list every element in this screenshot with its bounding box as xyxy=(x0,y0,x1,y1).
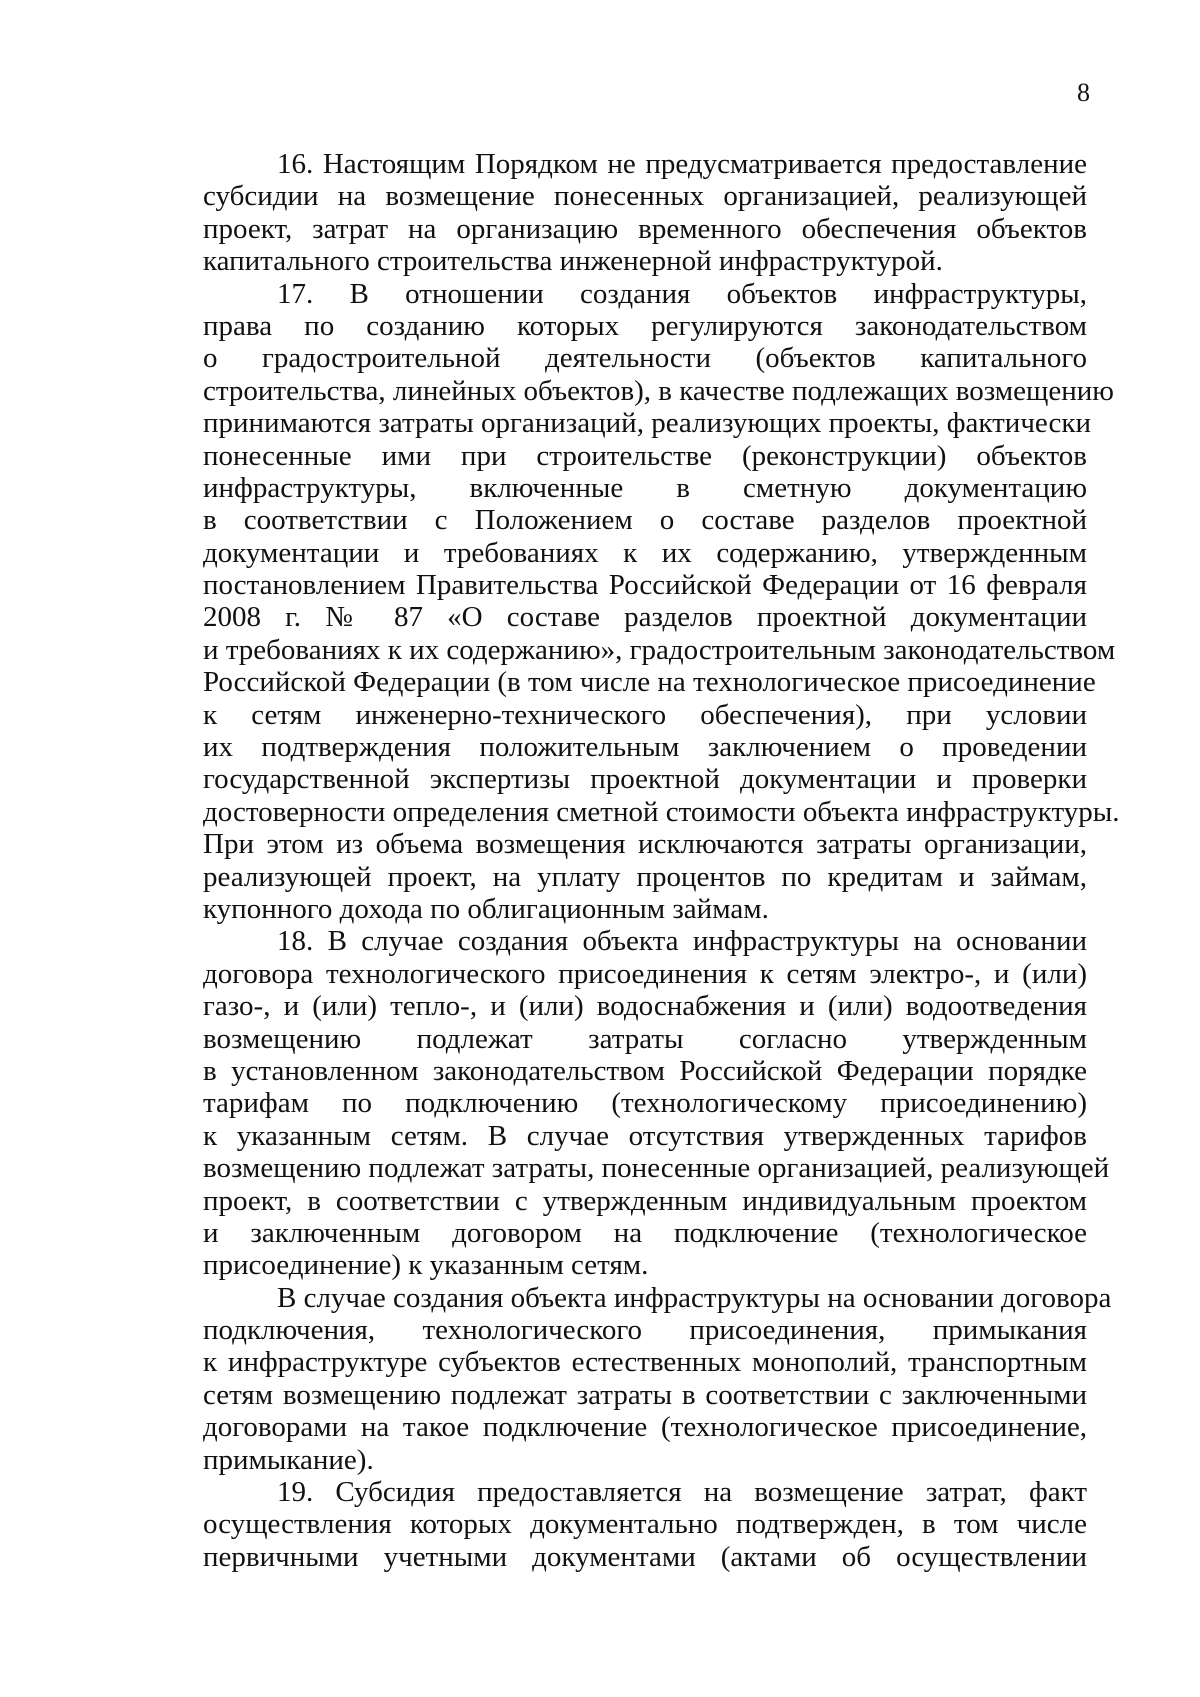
text-line: достоверности определения сметной стоимости объекта инфраструктуры. xyxy=(203,795,1120,828)
text-line: 17. В отношении создания объектов инфраструктуры, xyxy=(277,277,1087,310)
document-body xyxy=(203,148,1120,1573)
text-line: возмещению подлежат затраты согласно утвержденным xyxy=(203,1022,1087,1055)
text-line: 18. В случае создания объекта инфраструктуры на основании xyxy=(277,925,1087,958)
text-line: 19. Субсидия предоставляется на возмещение затрат, факт xyxy=(277,1476,1087,1509)
text-line: возмещению подлежат затраты, понесенные организацией, реализующей xyxy=(203,1152,1110,1185)
text-line: к указанным сетям. В случае отсутствия утвержденных тарифов xyxy=(203,1119,1087,1152)
text-line: государственной экспертизы проектной документации и проверки xyxy=(203,763,1087,796)
text-line: первичными учетными документами (актами об осуществлении xyxy=(203,1540,1087,1573)
text-line: реализующей проект, на уплату процентов по кредитам и займам, xyxy=(203,860,1087,893)
text-line: инфраструктуры, включенные в сметную документацию xyxy=(203,471,1087,504)
text-line: газо-, и (или) тепло-, и (или) водоснабжения и (или) водоотведения xyxy=(203,990,1087,1023)
text-line: подключения, технологического присоединения, примыкания xyxy=(203,1314,1087,1347)
text-line: в соответствии с Положением о составе разделов проектной xyxy=(203,504,1087,537)
text-line: сетям возмещению подлежат затраты в соответствии с заключенными xyxy=(203,1378,1087,1411)
text-line: примыкание). xyxy=(203,1443,374,1476)
text-line: и требованиях к их содержанию», градостроительным законодательством xyxy=(203,633,1116,666)
text-line: и заключенным договором на подключение (технологическое xyxy=(203,1216,1087,1249)
text-line: Российской Федерации (в том числе на технологическое присоединение xyxy=(203,666,1096,699)
text-line: их подтверждения положительным заключением о проведении xyxy=(203,731,1087,764)
text-line: тарифам по подключению (технологическому присоединению) xyxy=(203,1087,1087,1120)
text-line: 2008 г. № 87 «О составе разделов проектной документации xyxy=(203,601,1087,634)
text-line: присоединение) к указанным сетям. xyxy=(203,1249,649,1282)
text-line: о градостроительной деятельности (объектов капитального xyxy=(203,342,1087,375)
text-line: договорами на такое подключение (технологическое присоединение, xyxy=(203,1411,1087,1444)
text-line: проект, в соответствии с утвержденным индивидуальным проектом xyxy=(203,1184,1087,1217)
text-line: При этом из объема возмещения исключаются затраты организации, xyxy=(203,828,1087,861)
text-line: строительства, линейных объектов), в качестве подлежащих возмещению xyxy=(203,374,1114,407)
text-line: понесенные ими при строительстве (реконструкции) объектов xyxy=(203,439,1087,472)
text-line: капитального строительства инженерной инфраструктурой. xyxy=(203,245,943,278)
text-line: проект, затрат на организацию временного обеспечения объектов xyxy=(203,212,1087,245)
text-line: документации и требованиях к их содержанию, утвержденным xyxy=(203,536,1087,569)
text-line: постановлением Правительства Российской Федерации от 16 февраля xyxy=(203,569,1087,602)
text-line: к сетям инженерно-технического обеспечения), при условии xyxy=(203,698,1087,731)
paragraph xyxy=(203,1281,1112,1476)
text-line: субсидии на возмещение понесенных организацией, реализующей xyxy=(203,180,1087,213)
text-line: осуществления которых документально подтвержден, в том числе xyxy=(203,1508,1087,1541)
text-line: купонного дохода по облигационным займам. xyxy=(203,892,769,925)
text-line: к инфраструктуре субъектов естественных монополий, транспортным xyxy=(203,1346,1087,1379)
text-line: в установленном законодательством Российской Федерации порядке xyxy=(203,1054,1087,1087)
text-line: права по созданию которых регулируются законодательством xyxy=(203,309,1087,342)
paragraph xyxy=(203,277,1120,926)
paragraph xyxy=(203,925,1110,1282)
text-line: договора технологического присоединения к сетям электро-, и (или) xyxy=(203,957,1087,990)
page-number: 8 xyxy=(1077,78,1090,107)
paragraph xyxy=(203,148,1087,278)
text-line: 16. Настоящим Порядком не предусматривается предоставление xyxy=(277,148,1087,180)
text-line: В случае создания объекта инфраструктуры на основании договора xyxy=(277,1281,1112,1314)
paragraph xyxy=(203,1476,1087,1573)
text-line: принимаются затраты организаций, реализующих проекты, фактически xyxy=(203,407,1091,440)
